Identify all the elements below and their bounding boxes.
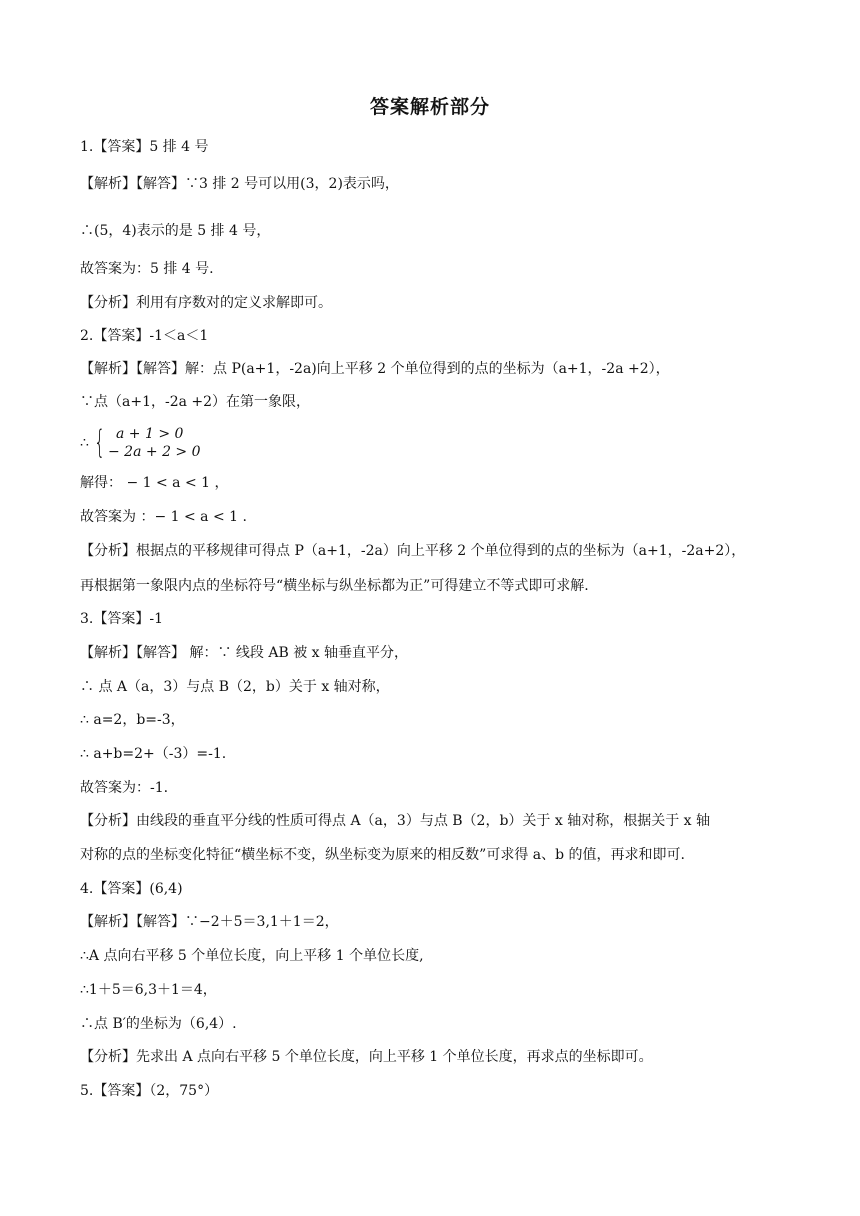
q4-answer: 4.【答案】(6,4) [80, 881, 183, 897]
q2-solution-line-2: ∵点（a+1，-2a +2）在第一象限， [80, 394, 311, 410]
q2-inequality-system [80, 424, 300, 464]
q4-solution-line-3: ∴1＋5＝6,3＋1＝4， [80, 982, 217, 998]
q2-analysis-line-2: 再根据第一象限内点的坐标符号“横坐标与纵坐标都为正”可得建立不等式即可求解. [80, 578, 589, 594]
q3-analysis-line-2: 对称的点的坐标变化特征“横坐标不变，纵坐标变为原来的相反数”可求得 a、b 的值，再求和即可. [80, 847, 685, 863]
q3-analysis-line-1: 【分析】由线段的垂直平分线的性质可得点 A（a，3）与点 B（2，b）关于 x 轴对称，根据关于 x 轴 [80, 813, 711, 829]
q2-inequality-2: − 2a + 2 > 0 [108, 444, 201, 460]
q1-solution-line-3: 故答案为：5 排 4 号. [80, 261, 214, 277]
therefore-symbol: ∴ [80, 435, 89, 451]
q3-solution-line-4: ∴ a+b=2+（-3）=-1. [80, 746, 227, 762]
q1-analysis: 【分析】利用有序数对的定义求解即可。 [80, 295, 332, 311]
left-brace-icon: { [94, 423, 106, 461]
q3-solution-line-1: 【解析】【解答】 解：∵ 线段 AB 被 x 轴垂直平分， [80, 645, 408, 661]
q1-answer: 1.【答案】5 排 4 号 [80, 139, 209, 155]
q5-answer: 5.【答案】（2，75°） [80, 1083, 219, 1099]
q2-solution-line-3: 解得： − 1 < a < 1 ， [80, 475, 229, 491]
q3-solution-line-2: ∴ 点 A（a，3）与点 B（2，b）关于 x 轴对称， [80, 679, 390, 695]
q4-solution-line-2: ∴A 点向右平移 5 个单位长度，向上平移 1 个单位长度, [80, 948, 424, 964]
q1-solution-line-1: 【解析】【解答】∵3 排 2 号可以用(3，2)表示吗， [80, 176, 399, 192]
q3-solution-line-5: 故答案为：-1. [80, 780, 169, 796]
q2-analysis-line-1: 【分析】根据点的平移规律可得点 P（a+1，-2a）向上平移 2 个单位得到的点的坐标为（a+1，-2a+2）， [80, 543, 746, 559]
q2-answer: 2.【答案】-1＜a＜1 [80, 328, 209, 344]
q4-solution-line-1: 【解析】【解答】∵−2＋5＝3,1＋1＝2， [80, 914, 339, 930]
q1-solution-line-2: ∴(5，4)表示的是 5 排 4 号， [80, 223, 271, 239]
q2-solution-line-1: 【解析】【解答】解：点 P(a+1，-2a)向上平移 2 个单位得到的点的坐标为（a+1，-2a +2）， [80, 361, 670, 377]
page-title: 答案解析部分 [369, 96, 490, 118]
q2-solution-line-4: 故答案为 ：− 1 < a < 1 . [80, 509, 247, 525]
q4-solution-line-4: ∴点 B′的坐标为（6,4）. [80, 1016, 237, 1032]
q4-analysis: 【分析】先求出 A 点向右平移 5 个单位长度，向上平移 1 个单位长度，再求点的坐标即可。 [80, 1049, 653, 1065]
q3-solution-line-3: ∴ a=2，b=-3， [80, 712, 185, 728]
q3-answer: 3.【答案】-1 [80, 611, 163, 627]
q2-inequality-1: a + 1 > 0 [116, 426, 184, 442]
